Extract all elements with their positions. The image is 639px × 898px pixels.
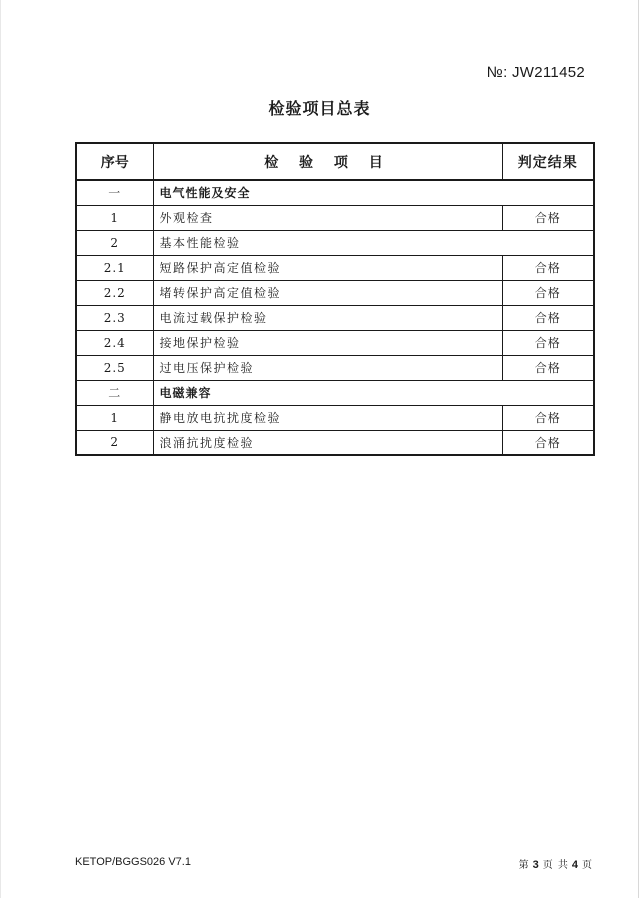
table-row [76, 330, 594, 355]
table-row [76, 380, 594, 405]
page-total: 4 [571, 859, 579, 871]
table-row [76, 355, 594, 380]
page-indicator [430, 856, 593, 871]
table-header-row [76, 143, 594, 180]
row-result: 合格 [502, 255, 594, 280]
table-row [76, 205, 594, 230]
table-row [76, 305, 594, 330]
row-result: 合格 [502, 305, 594, 330]
page-prefix: 第 [518, 860, 530, 871]
row-item: 静电放电抗扰度检验 [153, 405, 502, 430]
table-row [76, 180, 594, 205]
row-item: 浪涌抗扰度检验 [153, 430, 502, 455]
table-row [76, 280, 594, 305]
page-title: 检验项目总表 [268, 99, 371, 118]
row-number: 一 [76, 180, 153, 205]
row-number: 2 [76, 230, 153, 255]
row-number: 2.3 [76, 305, 153, 330]
row-number: 2.1 [76, 255, 153, 280]
row-number: 2.2 [76, 280, 153, 305]
row-item: 外观检查 [153, 205, 502, 230]
column-header-number: 序号 [76, 143, 153, 180]
row-number: 1 [76, 205, 153, 230]
row-item: 短路保护高定值检验 [153, 255, 502, 280]
row-result: 合格 [502, 355, 594, 380]
row-number: 2 [76, 430, 153, 455]
row-item: 电流过载保护检验 [153, 305, 502, 330]
column-header-result: 判定结果 [502, 143, 594, 180]
row-number: 2.5 [76, 355, 153, 380]
row-result: 合格 [502, 430, 594, 455]
row-number: 二 [76, 380, 153, 405]
report-number [440, 64, 585, 81]
report-number-value: JW211452 [512, 64, 585, 81]
page-suffix: 页 [582, 860, 593, 871]
page-mid: 页 共 [542, 860, 569, 871]
row-result: 合格 [502, 280, 594, 305]
page-current: 3 [532, 859, 540, 871]
table-row [76, 430, 594, 455]
row-item: 过电压保护检验 [153, 355, 502, 380]
row-item: 接地保护检验 [153, 330, 502, 355]
report-number-label: №: [486, 64, 508, 81]
row-item: 电气性能及安全 [153, 180, 594, 205]
row-item: 基本性能检验 [153, 230, 594, 255]
row-number: 1 [76, 405, 153, 430]
table-row [76, 255, 594, 280]
row-number: 2.4 [76, 330, 153, 355]
row-result: 合格 [502, 405, 594, 430]
row-item: 电磁兼容 [153, 380, 594, 405]
table-row [76, 405, 594, 430]
row-result: 合格 [502, 330, 594, 355]
row-result: 合格 [502, 205, 594, 230]
row-item: 堵转保护高定值检验 [153, 280, 502, 305]
column-header-item: 检 验 项 目 [153, 143, 502, 180]
inspection-items-table [75, 142, 595, 456]
document-code: KETOP/BGGS026 V7.1 [75, 856, 191, 868]
table-row [76, 230, 594, 255]
